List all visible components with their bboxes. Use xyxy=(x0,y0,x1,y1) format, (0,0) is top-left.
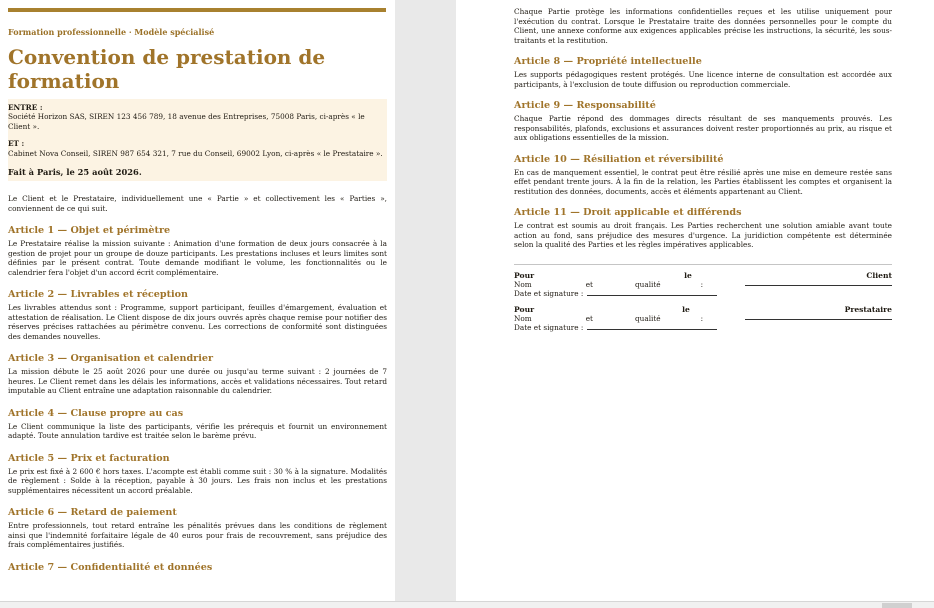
sig-prest-name-line[interactable] xyxy=(745,319,892,320)
article-11-title: Article 11 — Droit applicable et différends xyxy=(514,207,742,218)
article-9-body: Chaque Partie répond des dommages directs résultant de ses manquements prouvés. Les responsabilités, plafonds, exclusions et assurances doivent rester proportionnés au prix, au risque et aux obligations essentielles de la mission. xyxy=(514,114,892,142)
sig-client-date: Date et signature : xyxy=(514,288,584,298)
article-10-title: Article 10 — Résiliation et réversibilité xyxy=(514,153,724,165)
sig-client-name-line[interactable] xyxy=(745,285,892,286)
article-5-body: Le prix est fixé à 2 600 € hors taxes. L'acompte est établi comme suit : 30 % à la signature. Modalités de règlement : Solde à la réception, payable à 30 jours. Les frais non inclus et les prestations supplémentaires nécessitent un accord préalable. xyxy=(8,466,387,495)
sig-prest-et: et xyxy=(585,313,593,323)
header-rule xyxy=(8,8,386,12)
article-3-title: Article 3 — Organisation et calendrier xyxy=(8,353,214,365)
between-label: ENTRE : xyxy=(8,103,43,112)
sig-client-qualite: qualité xyxy=(634,279,661,289)
article-4-body: Le Client communique la liste des participants, vérifie les prérequis et fournit un environnement adapté. Toute annulation tardive est traitée selon le barème prévu. xyxy=(8,421,387,441)
page-2-content xyxy=(514,0,892,339)
article-11-body: Le contrat est soumis au droit français. Les Parties recherchent une solution amiable avant toute action au fond, sans préjudice des mesures d'urgence. La juridiction compétente est déterminée selon la qualité des Parties et les règles impératives applicables. xyxy=(514,221,892,249)
signature-section xyxy=(514,264,892,339)
sig-prest-date-line[interactable] xyxy=(587,329,717,330)
sig-client-pour: Pour xyxy=(514,270,535,280)
sig-prest-pour: Pour xyxy=(514,304,535,314)
sig-prest-date: Date et signature : xyxy=(514,322,584,332)
sig-prest-le: le xyxy=(682,304,690,314)
sig-prest-nom: Nom xyxy=(514,313,532,323)
article-10-body: En cas de manquement essentiel, le contrat peut être résilié après une mise en demeure restée sans effet pendant trente jours. À la fin de la relation, les Parties établissent les comptes et organisent la restitution des données, documents, accès et éléments appartenant au Client. xyxy=(514,167,892,196)
page-1-content xyxy=(8,0,387,576)
article-8-title: Article 8 — Propriété intellectuelle xyxy=(514,56,702,67)
sig-client-et: et xyxy=(585,279,593,289)
article-1-body: Le Prestataire réalise la mission suivante : Animation d'une formation de deux jours consacrée à la gestion de projet pour un groupe de douze participants. Les prestations incluses et leurs limites sont définies par le présent contrat. Toute demande modifiant le volume, les fonctionnalités ou le calendrier fera l'objet d'un accord écrit complémentaire. xyxy=(8,239,387,277)
article-9-title: Article 9 — Responsabilité xyxy=(514,100,656,111)
article-2-title: Article 2 — Livrables et réception xyxy=(8,289,189,301)
status-bar xyxy=(0,601,934,608)
article-8-body: Les supports pédagogiques restent protégés. Une licence interne de consultation est accordée aux participants, à l'exclusion de toute diffusion ou reproduction commerciale. xyxy=(514,70,892,89)
sig-client-colon: : xyxy=(700,279,704,289)
view-button[interactable] xyxy=(882,603,912,608)
party-provider: Cabinet Nova Conseil, SIREN 987 654 321, 7 rue du Conseil, 69002 Lyon, ci-après « le Prestataire ». xyxy=(8,148,383,158)
document-page-1 xyxy=(0,0,395,602)
date-line: Fait à Paris, le 25 août 2026. xyxy=(8,167,142,178)
signature-client xyxy=(514,271,892,305)
signature-provider xyxy=(514,305,892,339)
sig-client-party: Client xyxy=(866,270,892,280)
article-7-title: Article 7 — Confidentialité et données xyxy=(8,561,213,573)
parties-box xyxy=(8,99,387,181)
document-page-2 xyxy=(456,0,934,602)
article-3-body: La mission débute le 25 août 2026 pour une durée ou jusqu'au terme suivant : 2 journées de 7 heures. Le Client remet dans les délais les informations, accès et validations nécessaires. Tout retard imputable au Client entraîne une adaptation raisonnable du calendrier. xyxy=(8,367,387,396)
party-client: Société Horizon SAS, SIREN 123 456 789, 18 avenue des Entreprises, 75008 Paris, ci-après « le Client ». xyxy=(8,112,365,131)
sig-client-date-line[interactable] xyxy=(587,295,717,296)
intro-paragraph: Le Client et le Prestataire, individuellement une « Partie » et collectivement les « Parties », conviennent de ce qui suit. xyxy=(8,194,387,213)
sig-prest-party: Prestataire xyxy=(844,304,892,314)
and-label: ET : xyxy=(8,139,25,149)
document-title: Convention de prestation de formation xyxy=(8,45,326,93)
sig-client-le: le xyxy=(684,270,692,280)
article-5-title: Article 5 — Prix et facturation xyxy=(8,452,170,464)
article-6-title: Article 6 — Retard de paiement xyxy=(8,507,177,519)
sig-prest-colon: : xyxy=(700,313,704,323)
document-kicker: Formation professionnelle · Modèle spécialisé xyxy=(8,27,215,37)
article-4-title: Article 4 — Clause propre au cas xyxy=(8,407,184,419)
article-7-body: Chaque Partie protège les informations confidentielles reçues et les utilise uniquement pour l'exécution du contrat. Lorsque le Prestataire traite des données personnelles pour le compte du Client, une annexe conforme aux exigences applicables précise les instructions, la sécurité, les sous-traitants et la restitution. xyxy=(514,7,892,45)
article-6-body: Entre professionnels, tout retard entraîne les pénalités prévues dans les conditions de règlement ainsi que l'indemnité forfaitaire légale de 40 euros pour frais de recouvrement, sans préjudice des frais complémentaires justifiés. xyxy=(8,521,387,550)
article-1-title: Article 1 — Objet et périmètre xyxy=(8,225,171,237)
sig-client-nom: Nom xyxy=(514,279,532,289)
article-2-body: Les livrables attendus sont : Programme, support participant, feuilles d'émargement, évaluation et attestation de réalisation. Le Client dispose de dix jours ouvrés après chaque remise pour notifier des réserves précises rattachées au périmètre convenu. Les corrections de conformité sont distinguées des demandes nouvelles. xyxy=(8,303,387,341)
sig-prest-qualite: qualité xyxy=(634,313,661,323)
